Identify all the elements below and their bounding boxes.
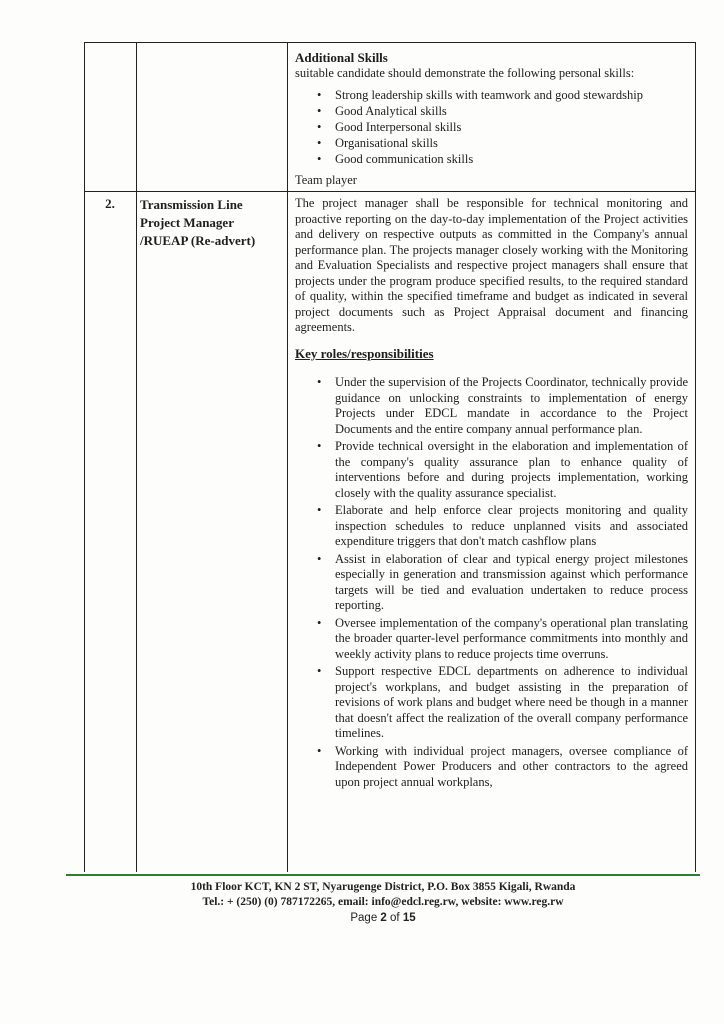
page-prefix: Page: [350, 912, 378, 924]
key-roles-heading: Key roles/responsibilities: [295, 345, 434, 361]
page-total: 15: [402, 912, 416, 924]
list-item: • Working with individual project managers, oversee compliance of Independent Power Producers and other contractors to the agreed upon project annual workplans,: [315, 744, 688, 791]
row2-number: 2.: [105, 196, 115, 211]
skills-list: [295, 87, 688, 167]
footer-address: [66, 880, 700, 910]
table-right-border: [695, 42, 696, 872]
table-top-border: [84, 42, 696, 43]
list-item: • Good communication skills: [317, 151, 688, 167]
list-item: • Good Analytical skills: [317, 103, 688, 119]
row2-job-title: Transmission Line Project Manager /RUEAP (Re-advert): [140, 197, 256, 248]
job-table: [84, 42, 696, 872]
list-item: • Assist in elaboration of clear and typical energy project milestones especially in generation and transmission against which performance targets will be tied and evaluation undertaken to reduce process reporting.: [315, 552, 688, 614]
page-number: [66, 912, 700, 924]
row2-content: [295, 196, 688, 792]
list-item: • Provide technical oversight in the elaboration and implementation of the company's quality assurance plan to enhance quality of interventions before and during projects implementation, working closely with the quality assurance specialist.: [315, 439, 688, 501]
column-divider-1: [136, 42, 137, 872]
column-divider-2: [287, 42, 288, 872]
table-left-border: [84, 42, 85, 872]
list-item: • Good Interpersonal skills: [317, 119, 688, 135]
skills-intro: suitable candidate should demonstrate the following personal skills:: [295, 65, 635, 80]
footer-rule: [66, 874, 700, 876]
list-item: • Under the supervision of the Projects Coordinator, technically provide guidance on unlocking constraints to implementation of energy Projects under EDCL mandate in accordance to the Project Documents and the entire company annual performance plan.: [315, 375, 688, 437]
row1-content: [295, 50, 688, 189]
list-item: • Support respective EDCL departments on adherence to individual project's workplans, and budget assisting in the preparation of revisions of work plans and budget where need be though in a manner that doesn't affect the realization of the overall company performance timelines.: [315, 664, 688, 742]
additional-skills-heading: Additional Skills: [295, 50, 388, 65]
row-divider: [84, 191, 696, 192]
footer-address-line1: 10th Floor KCT, KN 2 ST, Nyarugenge District, P.O. Box 3855 Kigali, Rwanda: [190, 881, 576, 893]
footer-contact-line: Tel.: + (250) (0) 787172265, email: info@edcl.reg.rw, website: www.reg.rw: [202, 896, 564, 908]
roles-list: [295, 375, 688, 790]
team-player-text: Team player: [295, 173, 357, 187]
list-item: • Elaborate and help enforce clear projects monitoring and quality inspection schedules to reduce unplanned visits and associated expenditure triggers that don't match cashflow plans: [315, 503, 688, 550]
list-item: • Oversee implementation of the company's operational plan translating the broader quarter-level performance commitments into monthly and weekly activity plans to reduce projects time overruns.: [315, 616, 688, 663]
list-item: • Organisational skills: [317, 135, 688, 151]
page-of: of: [390, 912, 400, 924]
list-item: • Strong leadership skills with teamwork and good stewardship: [317, 87, 688, 103]
page-current: 2: [380, 912, 387, 924]
job-description: The project manager shall be responsible for technical monitoring and proactive reporting on the day-to-day implementation of the Project activities and delivery on respective outputs as committed in the Company's annual performance plan. The projects manager closely working with the Monitoring and Evaluation Specialists and respective project managers shall ensure that projects under the program produce specified results, to the required standard of quality, within the specified timeframe and budget as indicated in several project documents such as Project Appraisal document and financing agreements.: [295, 196, 688, 334]
